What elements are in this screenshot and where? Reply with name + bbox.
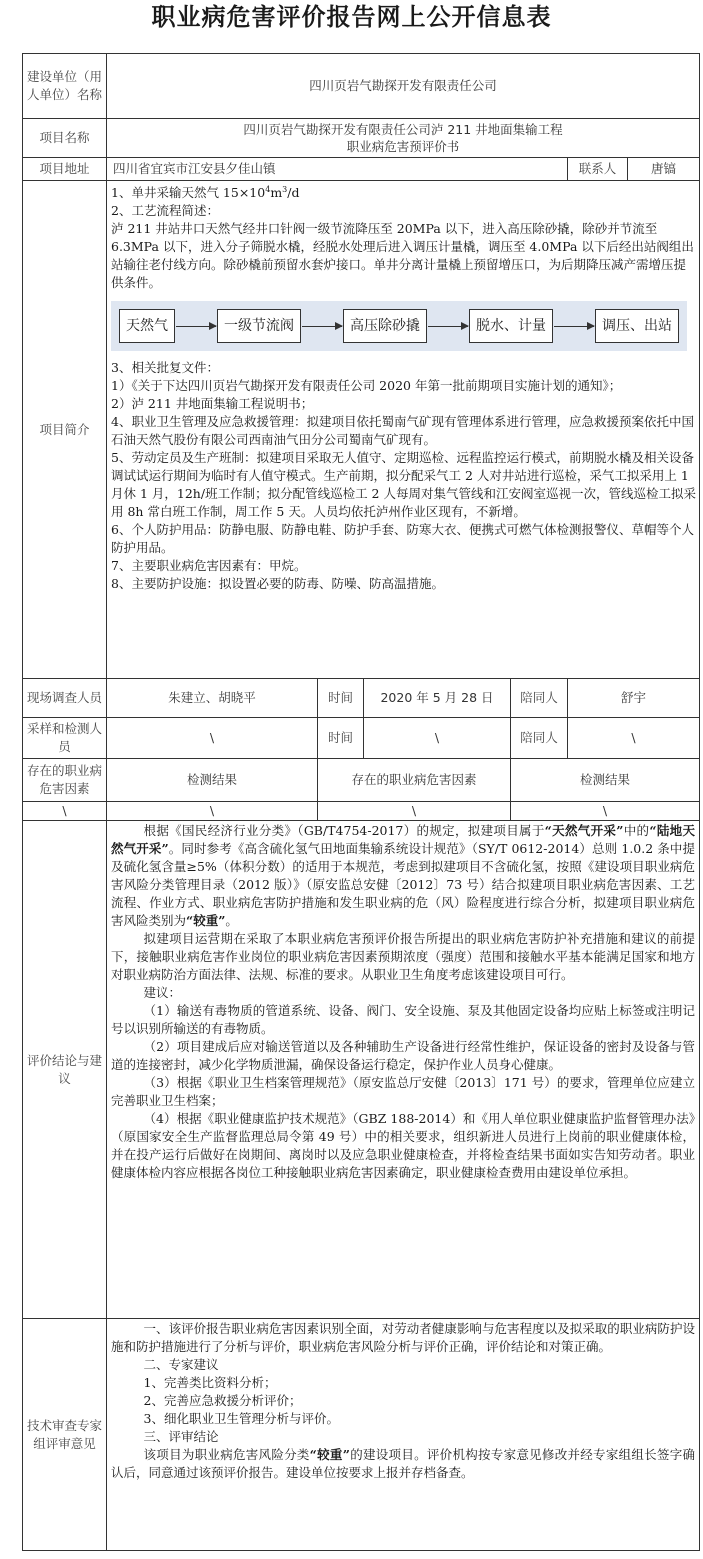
flow-step-throttle: 一级节流阀 — [217, 309, 301, 343]
conclusion-advice-heading: 建议： — [143, 985, 182, 1000]
intro-protection: 8、主要防护设施：拟设置必要的防毒、防噪、防高温措施。 — [111, 576, 444, 592]
sampling-date: \ — [364, 718, 511, 759]
sampling-label: 采样和检测人员 — [23, 718, 107, 759]
review-conclusion-heading: 三、评审结论 — [143, 1429, 219, 1444]
hazards-header-2: 存在的职业病危害因素 — [318, 759, 511, 802]
conclusion-label: 评价结论与建议 — [23, 821, 107, 1319]
flow-arrow-icon — [176, 326, 216, 327]
survey-time-label: 时间 — [318, 679, 364, 718]
review-content — [107, 1319, 700, 1551]
contact-value: 唐镐 — [628, 158, 700, 181]
conclusion-classification: 根据《国民经济行业分类》（GB/T4754-2017）的规定，拟建项目属于“天然气开采”中的“陆地天然气开采”。同时参考《高含硫化氢气田地面集输系统设计规范》（SY/T 0612-2014）总则 1.0.2 条中提及硫化氢含量≥5%（体积分数）的适用于本规范，考虑到拟建项目不含硫化氢，按照《建设项目职业病危害风险分类管理目录（2012 版）》（原安监总安健〔2012〕73 号）结合拟建项目职业病危害因素、工艺流程、作业方式、职业病危害防护措施和发生职业病的危（风）险程度进行综合分析，拟建项目职业病危害风险类别为“较重”。 — [111, 823, 696, 928]
intro-capacity: 1、单井采输天然气 $15\times 10^4m^3/d$ — [111, 185, 300, 201]
sampling-row — [23, 718, 700, 759]
conclusion-content — [107, 821, 700, 1319]
review-advice-2: 2、完善应急救援分析评价； — [143, 1393, 302, 1408]
unit-row — [23, 54, 700, 119]
conclusion-feasibility: 拟建项目运营期在采取了本职业病危害预评价报告所提出的职业病危害防护补充措施和建议的前提下，接触职业病危害作业岗位的职业病危害因素预期浓度（强度）范围和接触水平基本能满足国家和地方对职业病防治方面法律、法规、标准的要求。从职业卫生角度考虑该建设项目可行。 — [111, 931, 696, 982]
intro-approval-2: 2）泸 211 井地面集输工程说明书； — [111, 396, 314, 412]
page-title: 职业病危害评价报告网上公开信息表 — [151, 3, 552, 31]
project-name-line2: 职业病危害预评价书 — [346, 139, 460, 154]
project-name-label: 项目名称 — [23, 119, 107, 158]
intro-process-heading: 2、工艺流程简述： — [111, 203, 219, 219]
intro-ppe: 6、个人防护用品：防静电服、防静电鞋、防护手套、防寒大衣、便携式可燃气体检测报警仪、草帽等个人防护用品。 — [111, 522, 694, 556]
conclusion-advice-1: （1）输送有毒物质的管道系统、设备、阀门、安全设施、泵及其他固定设备均应贴上标签或注明记号以识别所输送的有毒物质。 — [111, 1003, 696, 1036]
sampling-escort: \ — [568, 718, 700, 759]
flow-arrow-icon — [428, 326, 468, 327]
review-advice-heading: 二、专家建议 — [143, 1357, 219, 1372]
intro-approval-1: 1）《关于下达四川页岩气勘探开发有限责任公司 2020 年第一批前期项目实施计划的通知》； — [111, 378, 622, 394]
conclusion-advice-2: （2）项目建成后应对输送管道以及各种辅助生产设备进行经常性维护，保证设备的密封及设备与管道的连接密封，减少化学物质泄漏，确保设备运行稳定，保护作业人员身心健康。 — [111, 1039, 696, 1072]
hazard-value-2: \ — [107, 802, 318, 821]
intro-content — [107, 181, 700, 679]
conclusion-row — [23, 821, 700, 1319]
intro-staffing: 5、劳动定员及生产班制：拟建项目采取无人值守、定期巡检、远程监控运行模式，前期脱水橇及相关设备调试试运行期间为临时有人值守模式。生产前期，拟分配采气工 2 人对井站进行巡检，采气工拟采用上 1 月休 1 月，12h/班工作制；拟分配管线巡检工 2 人每周对集气管线和江安阀室巡视一次，管线巡检工拟采用 8h 常白班工作制，周工作 5 天。人员均依托泸州作业区现有，不新增。 — [111, 450, 696, 520]
flow-step-outlet: 调压、出站 — [595, 309, 679, 343]
review-row — [23, 1319, 700, 1551]
address-row — [23, 158, 700, 181]
sampling-people: \ — [107, 718, 318, 759]
survey-label: 现场调查人员 — [23, 679, 107, 718]
review-advice-3: 3、细化职业卫生管理分析与评价。 — [143, 1411, 339, 1426]
test-results-header-2: 检测结果 — [511, 759, 700, 802]
test-results-header-1: 检测结果 — [107, 759, 318, 802]
hazard-value-1: \ — [23, 802, 107, 821]
intro-hazards: 7、主要职业病危害因素有：甲烷。 — [111, 558, 307, 574]
hazard-value-4: \ — [511, 802, 700, 821]
flow-arrow-icon — [302, 326, 342, 327]
intro-label: 项目简介 — [23, 181, 107, 679]
flow-arrow-icon — [554, 326, 594, 327]
unit-label: 建设单位（用人单位）名称 — [23, 54, 107, 119]
review-conclusion: 该项目为职业病危害风险分类“较重”的建设项目。评价机构按专家意见修改并经专家组组长签字确认后，同意通过该预评价报告。建设单位按要求上报并存档备查。 — [111, 1447, 696, 1480]
project-name-row — [23, 119, 700, 158]
project-name-value — [107, 119, 700, 158]
hazards-value-row — [23, 802, 700, 821]
review-advice-1: 1、完善类比资料分析； — [143, 1375, 277, 1390]
intro-management: 4、职业卫生管理及应急救援管理：拟建项目依托蜀南气矿现有管理体系进行管理，应急救援预案依托中国石油天然气股份有限公司西南油气田分公司蜀南气矿现有。 — [111, 414, 694, 448]
review-summary: 一、该评价报告职业病危害因素识别全面，对劳动者健康影响与危害程度以及拟采取的职业病防护设施和防护措施进行了分析与评价，职业病危害风险分析与评价正确，评价结论和对策正确。 — [111, 1321, 696, 1354]
hazards-header-row — [23, 759, 700, 802]
survey-escort: 舒宇 — [568, 679, 700, 718]
flow-step-dehydrate: 脱水、计量 — [469, 309, 553, 343]
survey-row — [23, 679, 700, 718]
address-value: 四川省宜宾市江安县夕佳山镇 — [107, 158, 568, 181]
info-table — [22, 53, 700, 1551]
survey-escort-label: 陪同人 — [511, 679, 568, 718]
contact-label: 联系人 — [568, 158, 628, 181]
process-flow-diagram — [111, 301, 687, 351]
intro-approvals-heading: 3、相关批复文件： — [111, 360, 219, 376]
project-name-line1: 四川页岩气勘探开发有限责任公司泸 211 井地面集输工程 — [243, 122, 563, 137]
unit-name: 四川页岩气勘探开发有限责任公司 — [107, 54, 700, 119]
hazards-label: 存在的职业病危害因素 — [23, 759, 107, 802]
intro-row — [23, 181, 700, 679]
sampling-escort-label: 陪同人 — [511, 718, 568, 759]
flow-step-gas: 天然气 — [119, 309, 175, 343]
hazard-value-3: \ — [318, 802, 511, 821]
sampling-time-label: 时间 — [318, 718, 364, 759]
survey-date: 2020 年 5 月 28 日 — [364, 679, 511, 718]
flow-step-desand: 高压除砂撬 — [343, 309, 427, 343]
survey-people: 朱建立、胡晓平 — [107, 679, 318, 718]
conclusion-advice-4: （4）根据《职业健康监护技术规范》（GBZ 188-2014）和《用人单位职业健康监护监督管理办法》（原国家安全生产监督监理总局令第 49 号）中的相关要求，组织新进人员进行上岗前的职业健康体检，并在投产运行后做好在岗期间、离岗时以及应急职业健康检查，并将检查结果书面如实告知劳动者。职业健康体检内容应根据各岗位工种接触职业病危害因素确定，职业健康检查费用由建设单位承担。 — [111, 1111, 696, 1180]
intro-process-text: 泸 211 井站井口天然气经井口针阀一级节流降压至 20MPa 以下，进入高压除砂撬，除砂并节流至 6.3MPa 以下，进入分子筛脱水橇，经脱水处理后进入调压计量橇，调压至 4.0MPa 以下后经出站阀组出站输往老付线方向。除砂橇前预留水套炉接口。单井分离计量橇上预留增压口，为后期降压减产需增压提供条件。 — [111, 221, 694, 291]
address-label: 项目地址 — [23, 158, 107, 181]
conclusion-advice-3: （3）根据《职业卫生档案管理规范》（原安监总厅安健〔2013〕171 号）的要求，管理单位应建立完善职业卫生档案； — [111, 1075, 696, 1108]
review-label: 技术审查专家组评审意见 — [23, 1319, 107, 1551]
